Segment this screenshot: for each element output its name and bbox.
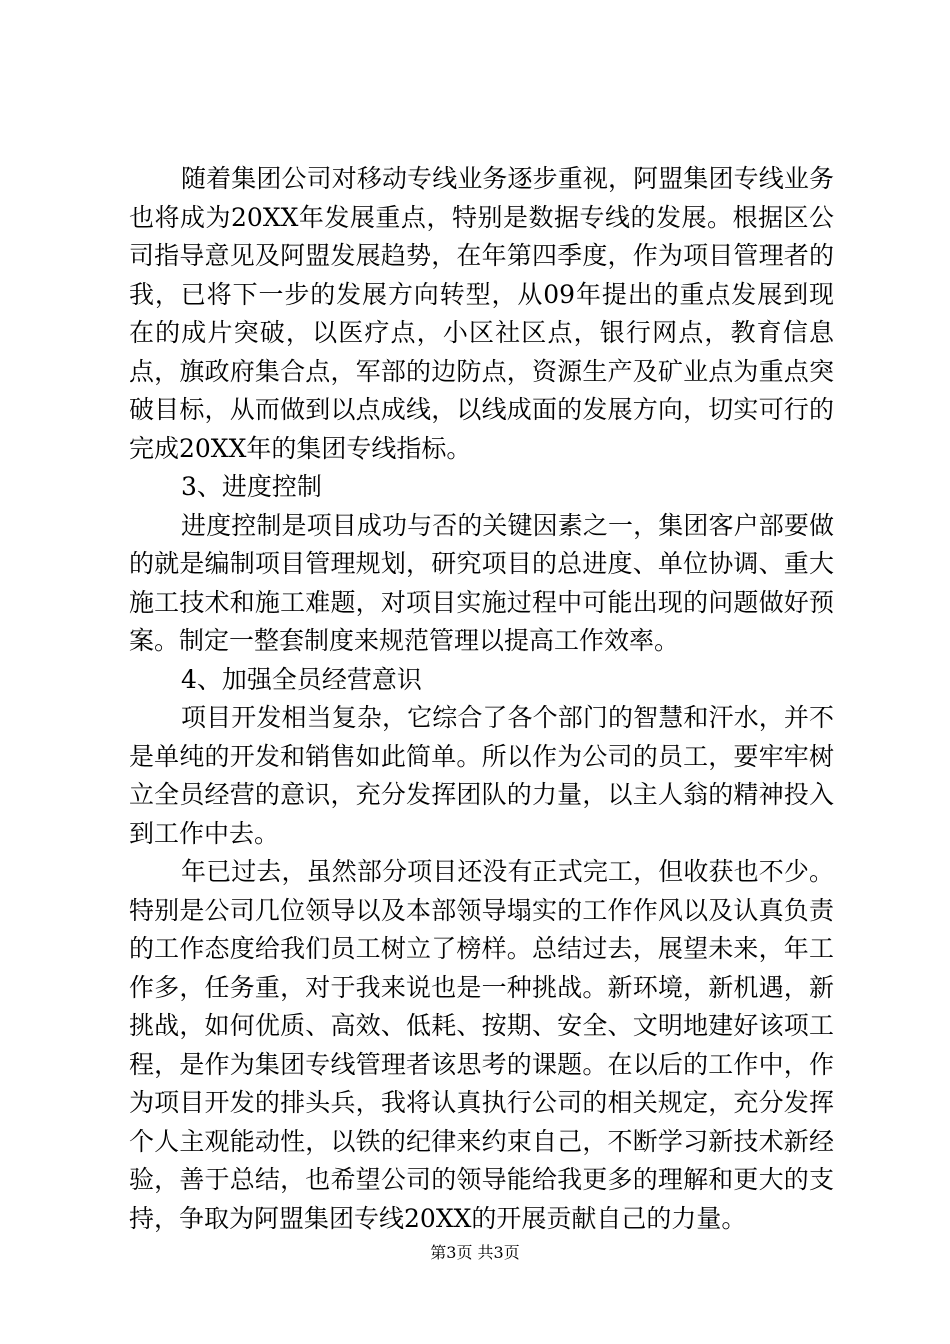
section-heading-business-awareness: 4、加强全员经营意识 (181, 664, 422, 694)
paragraph-conclusion: 年已过去，虽然部分项目还没有正式完工，但收获也不少。特别是公司几位领导以及本部领导塌实的工作作风以及认真负责的工作态度给我们员工树立了榜样。总结过去，展望未来，年工作多，任务重，对于我来说也是一种挑战。新环境，新机遇，新挑战，如何优质、高效、低耗、按期、安全、文明地建好该项工程，是作为集团专线管理者该思考的课题。在以后的工作中，作为项目开发的排头兵，我将认真执行公司的相关规定，充分发挥个人主观能动性，以铁的纪律来约束自己，不断学习新技术新经验，善于总结，也希望公司的领导能给我更多的理解和更大的支持，争取为阿盟集团专线20XX的开展贡献自己的力量。 (129, 857, 834, 1233)
paragraph-progress-control: 进度控制是项目成功与否的关键因素之一，集团客户部要做的就是编制项目管理规划，研究项目的总进度、单位协调、重大施工技术和施工难题，对项目实施过程中可能出现的问题做好预案。制定一整套制度来规范管理以提高工作效率。 (129, 510, 834, 655)
page-number-footer: 第3页 共3页 (430, 1243, 520, 1262)
document-body (129, 160, 834, 1238)
paragraph-special-line-focus: 随着集团公司对移动专线业务逐步重视，阿盟集团专线业务也将成为20XX年发展重点，特别是数据专线的发展。根据区公司指导意见及阿盟发展趋势，在年第四季度，作为项目管理者的我，已将下一步的发展方向转型，从09年提出的重点发展到现在的成片突破，以医疗点，小区社区点，银行网点，教育信息点，旗政府集合点，军部的边防点，资源生产及矿业点为重点突破目标，从而做到以点成线，以线成面的发展方向，切实可行的完成20XX年的集团专线指标。 (129, 164, 834, 463)
paragraph-business-awareness: 项目开发相当复杂，它综合了各个部门的智慧和汗水，并不是单纯的开发和销售如此简单。所以作为公司的员工，要牢牢树立全员经营的意识，充分发挥团队的力量，以主人翁的精神投入到工作中去。 (129, 703, 834, 848)
section-heading-progress-control: 3、进度控制 (181, 472, 322, 501)
